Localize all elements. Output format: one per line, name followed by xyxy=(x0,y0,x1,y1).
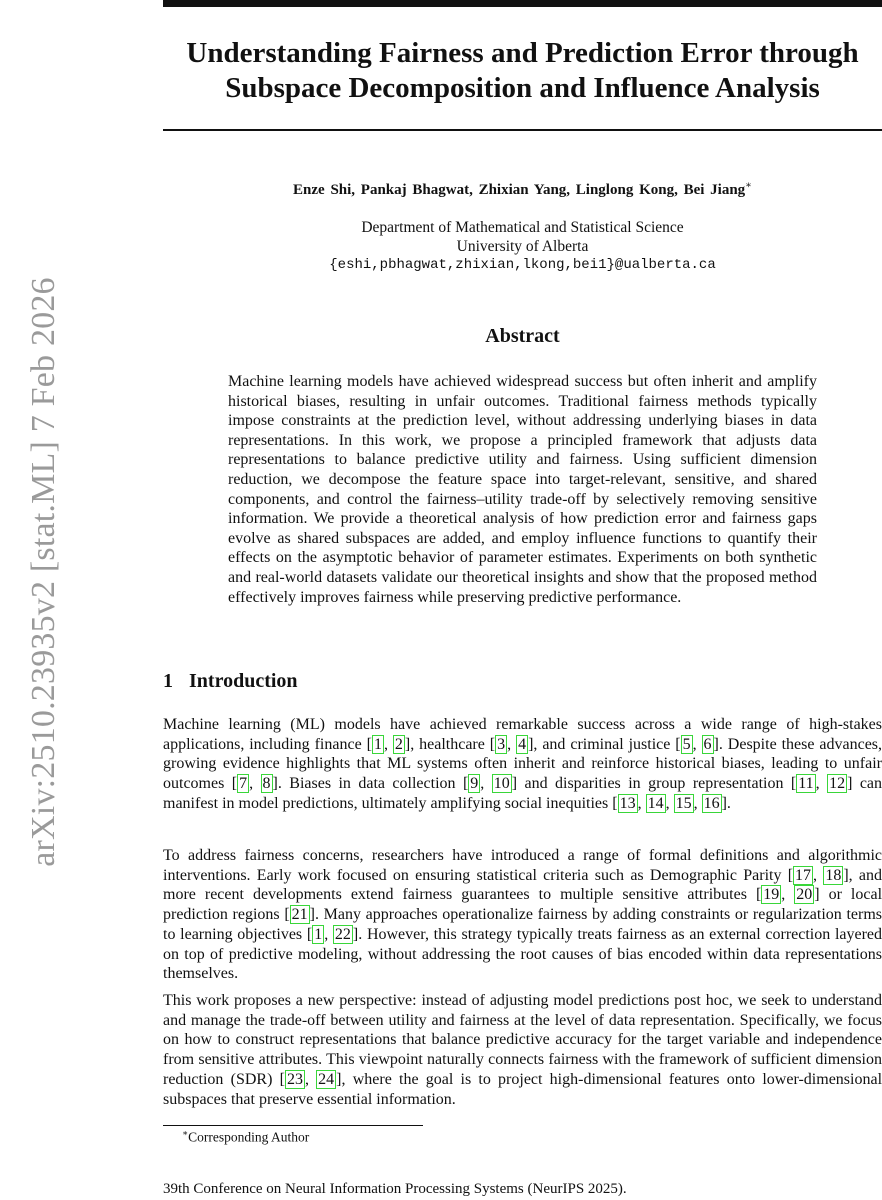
citation-link[interactable]: 4 xyxy=(518,735,527,753)
citation-link[interactable]: 9 xyxy=(470,775,479,793)
citation-link[interactable]: 17 xyxy=(795,866,812,884)
citation-link[interactable]: 7 xyxy=(239,775,248,793)
university: University of Alberta xyxy=(456,238,589,255)
email-address[interactable]: {eshi,pbhagwat,zhixian,lkong,bei1}@ualberta.ca xyxy=(329,257,716,273)
section-title: Introduction xyxy=(189,670,298,692)
citation-link[interactable]: 16 xyxy=(703,794,720,812)
intro-paragraph-2: To address fairness concerns, researchers have introduced a range of formal definitions and algorithmic interventions. Early work focused on ensuring statistical criteria such as Demographic Parity [ 17 , 18 ], and more recent developments extend fairness guarantees to multiple sensitive attributes [ 19 , 20 ] or local prediction regions [ 21 ]. Many approaches operationalize fairness by adding constraints or regularization terms to learning objectives [ 1 , 22 ]. However, this strategy typically treats fairness as an external correction layered on top of predictive modeling, without addressing the root causes of bias encoded within data representations themselves. xyxy=(163,847,882,983)
citation-link[interactable]: 12 xyxy=(829,775,846,793)
footnote-text: Corresponding Author xyxy=(188,1129,310,1145)
citation-link[interactable]: 14 xyxy=(647,794,664,812)
citation-link[interactable]: 23 xyxy=(286,1070,303,1088)
title-rule xyxy=(163,129,882,131)
paper-title: Understanding Fairness and Prediction Error through Subspace Decomposition and Influence Analysis xyxy=(186,37,859,104)
citation-link[interactable]: 24 xyxy=(318,1070,335,1088)
affiliation xyxy=(163,218,882,275)
corresponding-mark: ∗ xyxy=(745,180,752,191)
abstract-text: Machine learning models have achieved widespread success but often inherit and amplify historical biases, resulting in unfair outcomes. Traditional fairness methods typically impose constraints at the prediction level, without addressing underlying biases in data representations. In this work, we propose a principled framework that adjusts data representations to balance predictive utility and fairness. Using sufficient dimension reduction, we decompose the feature space into target-relevant, sensitive, and shared components, and control the fairness–utility trade-off by selectively removing sensitive information. We provide a theoretical analysis of how prediction error and fairness gaps evolve as shared subspaces are added, and employ influence functions to quantify their effects on the asymptotic behavior of parameter estimates. Experiments on both synthetic and real-world datasets validate our theoretical insights and show that the proposed method effectively improves fairness while preserving predictive performance. xyxy=(228,373,817,606)
citation-link[interactable]: 6 xyxy=(703,735,712,753)
section-number: 1 xyxy=(163,670,173,692)
citation-link[interactable]: 22 xyxy=(334,925,351,943)
venue-line: 39th Conference on Neural Information Processing Systems (NeurIPS 2025). xyxy=(163,1181,627,1197)
footnote-mark: ∗ xyxy=(182,1128,189,1138)
abstract-heading: Abstract xyxy=(485,325,560,347)
citation-link[interactable]: 8 xyxy=(262,775,271,793)
citation-link[interactable]: 21 xyxy=(291,906,308,924)
citation-link[interactable]: 5 xyxy=(682,735,691,753)
intro-paragraph-3: This work proposes a new perspective: instead of adjusting model predictions post hoc, we seek to understand and manage the trade-off between utility and fairness at the level of data representation. Specifically, we focus on how to construct representations that balance predictive accuracy for the target variable and independence from sensitive attributes. This viewpoint naturally connects fairness with the framework of sufficient dimension reduction (SDR) [ 23 , 24 ], where the goal is to project high-dimensional features onto lower-dimensional subspaces that preserve essential information. xyxy=(163,992,882,1108)
citation-link[interactable]: 1 xyxy=(314,925,323,943)
author-names: Enze Shi, Pankaj Bhagwat, Zhixian Yang, Linglong Kong, Bei Jiang xyxy=(293,182,746,198)
arxiv-stamp-text: arXiv:2510.23935v2 [stat.ML] 7 Feb 2026 xyxy=(25,277,62,867)
citation-link[interactable]: 18 xyxy=(825,866,842,884)
citation-link[interactable]: 3 xyxy=(497,735,506,753)
intro-paragraph-1: Machine learning (ML) models have achieved remarkable success across a wide range of high-stakes applications, including finance [ 1 , 2 ], healthcare [ 3 , 4 ], and criminal justice [ 5 , 6 ]. Despite these advances, growing evidence highlights that ML systems often inherit and reinforce historical biases, leading to unfair outcomes [ 7 , 8 ]. Biases in data collection [ 9 , 10 ] and disparities in group representation [ 11 , 12 ] can manifest in model predictions, ultimately amplifying social inequities [ 13 , 14 , 15 , 16 ]. xyxy=(163,716,882,812)
citation-link[interactable]: 11 xyxy=(798,775,814,793)
citation-link[interactable]: 19 xyxy=(763,886,780,904)
footnote-rule xyxy=(163,1125,423,1126)
citation-link[interactable]: 10 xyxy=(493,775,510,793)
citation-link[interactable]: 15 xyxy=(675,794,692,812)
top-rule xyxy=(163,0,882,7)
citation-link[interactable]: 13 xyxy=(619,794,636,812)
citation-link[interactable]: 2 xyxy=(394,735,403,753)
citation-link[interactable]: 1 xyxy=(373,735,382,753)
section-heading xyxy=(163,670,298,693)
footnote xyxy=(182,1128,309,1146)
citation-link[interactable]: 20 xyxy=(796,886,813,904)
department: Department of Mathematical and Statistical Science xyxy=(361,219,684,236)
author-list xyxy=(163,180,882,199)
